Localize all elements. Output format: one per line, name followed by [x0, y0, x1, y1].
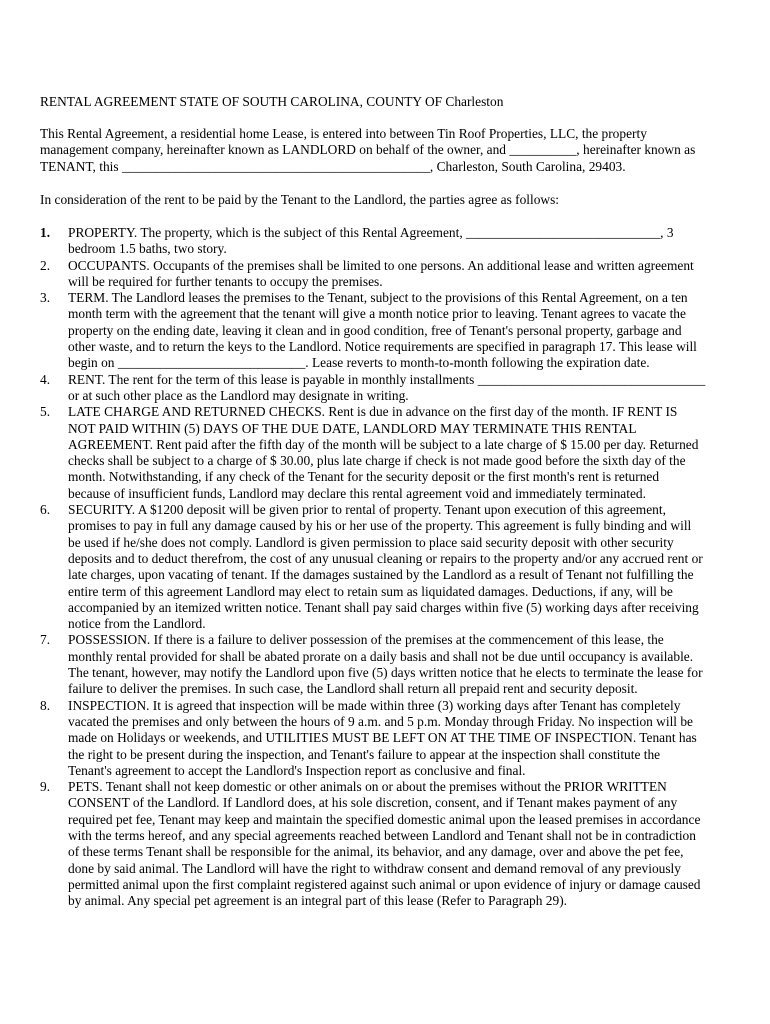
clause-item [40, 632, 730, 697]
clause-number: 7. [40, 632, 51, 648]
clause-text-line: the right to be present during the inspection, and Tenant's failure to appear at the inspection shall constitute the [68, 746, 661, 762]
clause-text-line: late charges, upon vacating of tenant. If the damages sustained by the Landlord as a result of Tenant not fulfilling the [68, 567, 694, 583]
clause-item [40, 502, 730, 632]
consideration-paragraph: In consideration of the rent to be paid by the Tenant to the Landlord, the parties agree as follows: [40, 192, 560, 207]
clause-text-line: LATE CHARGE AND RETURNED CHECKS. Rent is due in advance on the first day of the month. IF RENT IS [68, 404, 678, 420]
clause-text-line: permitted animal upon the first complaint registered against such animal or upon evidence of injury or damage caused [68, 876, 701, 892]
clause-item [40, 372, 730, 405]
clause-item [40, 779, 730, 909]
clause-text-line: done by said animal. The Landlord will have the right to withdraw consent and demand removal of any previously [68, 860, 681, 876]
clause-text-line: monthly rental provided for shall be abated prorate on a daily basis and shall not be due until occupancy is available. [68, 648, 694, 664]
clause-text-line: promises to pay in full any damage caused by his or her use of the property. This agreement is fully binding and will [68, 518, 692, 534]
clause-text-line: PROPERTY. The property, which is the subject of this Rental Agreement, _____________________________, 3 [68, 225, 674, 240]
clause-text-line: accompanied by an itemized written notice. Tenant shall pay said charges within five (5) working days after receiving [68, 599, 699, 615]
clause-text-line: with the terms hereof, and any special agreements reached between Landlord and Tenant shall not be in contradiction [68, 827, 696, 843]
clause-text-line: made on Holidays or weekends, and UTILITIES MUST BE LEFT ON AT THE TIME OF INSPECTION. Tenant has [68, 730, 697, 746]
intro-line: management company, hereinafter known as LANDLORD on behalf of the owner, and __________, hereinafter known as [40, 142, 696, 158]
clause-text-line: by animal. Any special pet agreement is an integral part of this lease (Refer to Paragraph 29). [68, 893, 567, 909]
clause-number: 5. [40, 404, 51, 420]
clause-text-line: required pet fee, Tenant may keep and maintain the specified domestic animal upon the leased premises in accordance [68, 811, 701, 827]
clause-number: 4. [40, 371, 51, 387]
clause-number: 8. [40, 697, 51, 713]
clause-text-line: month. Notwithstanding, if any check of the Tenant for the security deposit or the first month's rent is returned [68, 469, 660, 485]
clause-number: 1. [40, 225, 51, 240]
document-heading: RENTAL AGREEMENT STATE OF SOUTH CAROLINA, COUNTY OF Charleston [40, 94, 504, 109]
clause-text-line: PETS. Tenant shall not keep domestic or other animals on or about the premises without the PRIOR WRITTEN [68, 779, 667, 795]
clause-number: 6. [40, 502, 51, 518]
clause-text-line: CONSENT of the Landlord. If Landlord does, at his sole discretion, consent, and if Tenant makes payment of any [68, 795, 678, 811]
clause-text-line: NOT PAID WITHIN (5) DAYS OF THE DUE DATE, LANDLORD MAY TERMINATE THIS RENTAL [68, 420, 637, 436]
clause-item [40, 258, 730, 291]
clause-text-line: checks shall be subject to a charge of $ 30.00, plus late charge if check is not made good before the sixth day of the [68, 453, 686, 469]
clause-item [40, 290, 730, 371]
clause-text-line: month term with the agreement that the tenant will give a month notice prior to leaving. Tenant agrees to vacate the [68, 306, 686, 322]
clause-text-line: notice from the Landlord. [68, 616, 206, 632]
intro-line: This Rental Agreement, a residential home Lease, is entered into between Tin Roof Properties, LLC, the property [40, 126, 647, 141]
clause-text-line: be used if he/she does not comply. Landlord is given permission to place said security deposit with other security [68, 534, 674, 550]
clause-text-line: POSSESSION. If there is a failure to deliver possession of the premises at the commencement of this lease, the [68, 632, 664, 648]
clause-text-line: AGREEMENT. Rent paid after the fifth day of the month will be subject to a late charge of $ 15.00 per day. Returned [68, 436, 699, 452]
clause-number: 2. [40, 257, 51, 273]
clause-text-line: OCCUPANTS. Occupants of the premises shall be limited to one persons. An additional lease and written agreement [68, 257, 694, 273]
clause-text-line: because of insufficient funds, Landlord may declare this rental agreement void and immediately terminated. [68, 485, 646, 501]
clause-text-line: deposits and to deduct therefrom, the cost of any unusual cleaning or repairs to the property and/or any accrued rent or [68, 550, 703, 566]
clause-text-line: entire term of this agreement Landlord may elect to retain sum as liquidated damages. Deductions, if any, will be [68, 583, 673, 599]
clause-text-line: other waste, and to return the keys to the Landlord. Notice requirements are specified in paragraph 17. This lease will [68, 339, 697, 355]
clause-text-line: vacated the premises and only between the hours of 9 a.m. and 5 p.m. Monday through Friday. No inspection will be [68, 713, 694, 729]
clause-number: 9. [40, 779, 51, 795]
clause-text-line: TERM. The Landlord leases the premises to the Tenant, subject to the provisions of this Rental Agreement, on a ten [68, 290, 688, 306]
clause-text-line: Tenant's agreement to accept the Landlord's Inspection report as conclusive and final. [68, 762, 526, 778]
clause-item [40, 698, 730, 779]
clause-text-line: bedroom 1.5 baths, two story. [68, 241, 227, 257]
clause-item [40, 404, 730, 502]
clause-list [40, 225, 730, 909]
clause-text-line: INSPECTION. It is agreed that inspection will be made within three (3) working days after Tenant has completely [68, 697, 681, 713]
intro-line: TENANT, this ______________________________________________, Charleston, South Carolina, 29403. [40, 158, 626, 174]
clause-text-line: SECURITY. A $1200 deposit will be given prior to rental of property. Tenant upon execution of this agreement, [68, 502, 666, 518]
clause-text-line: property on the ending date, leaving it clean and in good condition, free of Tenant's personal property, garbage and [68, 322, 682, 338]
intro-paragraph [40, 126, 730, 175]
clause-text-line: of these terms Tenant shall be responsible for the animal, its behavior, and any damage, over and above the pet fee, [68, 844, 684, 860]
clause-number: 3. [40, 290, 51, 306]
clause-text-line: or at such other place as the Landlord may designate in writing. [68, 387, 409, 403]
clause-text-line: The tenant, however, may notify the Landlord upon five (5) days written notice that he elects to terminate the lease for [68, 665, 703, 681]
clause-text-line: will be required for further tenants to occupy the premises. [68, 273, 383, 289]
clause-text-line: RENT. The rent for the term of this lease is payable in monthly installments __________________________________ [68, 371, 706, 387]
clause-item [40, 225, 730, 258]
clause-text-line: begin on ____________________________. Lease reverts to month-to-month following the expiration date. [68, 355, 650, 371]
clause-text-line: failure to deliver the premises. In such case, the Landlord shall return all prepaid rent and security deposit. [68, 681, 638, 697]
